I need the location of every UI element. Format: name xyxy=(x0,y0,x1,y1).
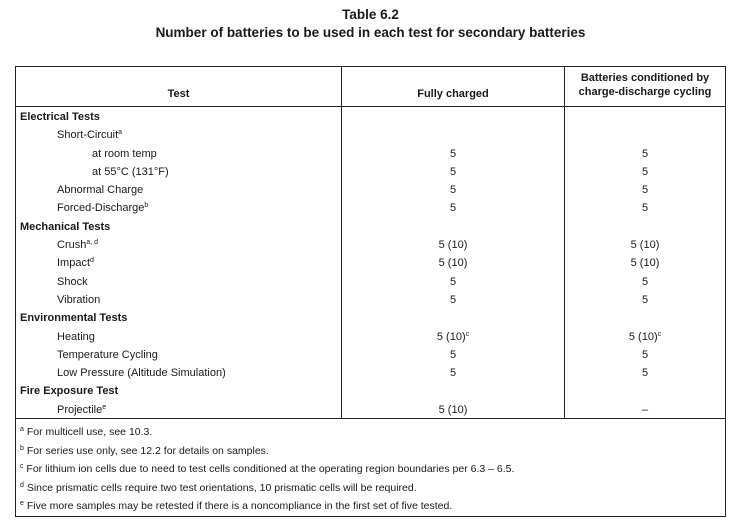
fully-charged-count xyxy=(342,254,564,272)
footnote-ref: e xyxy=(102,403,107,411)
header-conditioned xyxy=(565,71,725,99)
footnote-mark: d xyxy=(20,481,24,489)
footnote xyxy=(20,479,720,498)
battery-test-table xyxy=(15,66,726,517)
test-name-text: Fire Exposure Test xyxy=(20,385,119,398)
table-body xyxy=(16,108,725,419)
conditioned-count xyxy=(565,181,725,199)
test-name-text: Low Pressure (Altitude Simulation) xyxy=(57,367,226,380)
test-name-text: Forced-Discharge xyxy=(57,202,145,215)
fully-charged-count-value: 5 (10) xyxy=(438,239,468,252)
fully-charged-count-value: 5 xyxy=(449,184,457,197)
test-name-text: Short-Circuit xyxy=(57,129,119,142)
footnote-ref: d xyxy=(90,257,94,265)
section-header-row xyxy=(16,309,725,327)
section-header-row xyxy=(16,218,725,236)
header-conditioned-line1: Batteries conditioned by xyxy=(580,72,710,84)
fully-charged-count-value: 5 xyxy=(449,165,457,178)
fully-charged-count xyxy=(342,199,564,217)
test-name xyxy=(20,382,118,400)
table-row xyxy=(16,273,725,291)
conditioned-count-value: 5 xyxy=(641,165,649,178)
conditioned-count-value: 5 xyxy=(641,293,649,306)
footnote xyxy=(20,497,720,516)
fully-charged-count xyxy=(342,364,564,382)
test-name xyxy=(92,163,169,181)
fully-charged-count-value: 5 xyxy=(449,202,457,215)
header-conditioned-line2: charge-discharge cycling xyxy=(578,86,712,98)
fully-charged-count xyxy=(342,181,564,199)
conditioned-count xyxy=(565,273,725,291)
fully-charged-count-value: 5 xyxy=(449,367,457,380)
table-row xyxy=(16,145,725,163)
conditioned-count-value: 5 xyxy=(641,147,649,160)
test-name xyxy=(57,291,100,309)
test-name xyxy=(57,401,106,419)
footnote-mark: a xyxy=(20,426,24,433)
conditioned-count xyxy=(565,364,725,382)
table-row xyxy=(16,401,725,419)
test-name xyxy=(57,181,143,199)
conditioned-count xyxy=(565,291,725,309)
table-row xyxy=(16,364,725,382)
footnote-divider xyxy=(16,418,725,419)
section-header-row xyxy=(16,108,725,126)
footnote-ref: a, d xyxy=(86,239,99,247)
conditioned-count-value: 5 xyxy=(641,202,649,215)
test-name-text: at 55°C (131°F) xyxy=(92,165,169,178)
test-name-text: Abnormal Charge xyxy=(57,184,144,197)
conditioned-count-value: 5 xyxy=(641,184,649,197)
footnotes xyxy=(20,423,720,516)
table-row xyxy=(16,291,725,309)
test-name-text: Heating xyxy=(57,330,95,343)
conditioned-count xyxy=(565,236,725,254)
conditioned-count-value: 5 xyxy=(641,275,649,288)
test-name-text: Projectile xyxy=(57,403,103,416)
table-row xyxy=(16,199,725,217)
fully-charged-count-value: 5 xyxy=(449,293,457,306)
test-name-text: at room temp xyxy=(92,147,157,160)
test-name xyxy=(57,199,148,217)
conditioned-count-value: – xyxy=(641,403,649,416)
footnote xyxy=(20,442,720,461)
footnote-ref: a xyxy=(118,129,123,137)
test-name xyxy=(57,236,98,254)
table-title: Number of batteries to be used in each test for secondary batteries xyxy=(155,25,586,40)
test-name-text: Electrical Tests xyxy=(20,111,100,123)
fully-charged-count-value: 5 (10) xyxy=(436,330,466,343)
test-name xyxy=(57,346,158,364)
test-name xyxy=(57,328,95,346)
table-row xyxy=(16,181,725,199)
footnote-text: For series use only, see 12.2 for details on samples. xyxy=(23,444,269,457)
test-name xyxy=(57,273,88,291)
test-name-text: Environmental Tests xyxy=(20,312,128,325)
test-name xyxy=(57,126,122,144)
table-header-row xyxy=(16,67,725,107)
conditioned-count-value: 5 xyxy=(641,348,649,361)
footnote-ref: c xyxy=(465,330,470,338)
fully-charged-count-value: 5 xyxy=(449,275,457,288)
table-row xyxy=(16,346,725,364)
test-name xyxy=(92,145,157,163)
footnote-text: Five more samples may be retested if there is a noncompliance in the first set of five tested. xyxy=(23,500,453,512)
test-name-text: Shock xyxy=(57,275,88,288)
section-header-row xyxy=(16,382,725,400)
fully-charged-count-value: 5 (10) xyxy=(438,403,468,416)
conditioned-count xyxy=(565,401,725,419)
table-row xyxy=(16,126,725,144)
fully-charged-count xyxy=(342,273,564,291)
test-name xyxy=(57,364,226,382)
footnote xyxy=(20,423,720,442)
conditioned-count xyxy=(565,145,725,163)
fully-charged-count xyxy=(342,401,564,419)
test-name xyxy=(57,254,94,272)
footnote-text: Since prismatic cells require two test orientations, 10 prismatic cells will be required. xyxy=(23,481,417,494)
table-row xyxy=(16,254,725,272)
footnote-mark: e xyxy=(20,500,24,507)
footnote-mark: c xyxy=(20,463,24,470)
fully-charged-count xyxy=(342,145,564,163)
conditioned-count-value: 5 (10) xyxy=(630,257,660,270)
conditioned-count-value: 5 (10) xyxy=(628,330,658,343)
fully-charged-count xyxy=(342,163,564,181)
fully-charged-count-value: 5 (10) xyxy=(438,257,468,270)
test-name xyxy=(20,218,110,236)
header-fully-charged: Fully charged xyxy=(417,88,489,100)
footnote xyxy=(20,460,720,479)
conditioned-count xyxy=(565,254,725,272)
conditioned-count xyxy=(565,346,725,364)
test-name-text: Vibration xyxy=(57,293,101,306)
footnote-text: For lithium ion cells due to need to test cells conditioned at the operating region boundaries per 6.3 – 6.5. xyxy=(23,463,515,475)
table-number: Table 6.2 xyxy=(342,7,399,22)
footnote-mark: b xyxy=(20,444,24,452)
conditioned-count-value: 5 xyxy=(641,367,649,380)
fully-charged-count xyxy=(342,291,564,309)
conditioned-count xyxy=(565,328,725,346)
test-name-text: Crush xyxy=(57,239,87,252)
header-test: Test xyxy=(167,88,190,100)
fully-charged-count xyxy=(342,236,564,254)
test-name xyxy=(20,108,100,126)
test-name-text: Mechanical Tests xyxy=(20,220,111,233)
table-row xyxy=(16,163,725,181)
fully-charged-count-value: 5 xyxy=(449,348,457,361)
conditioned-count-value: 5 (10) xyxy=(630,239,660,252)
table-row xyxy=(16,236,725,254)
fully-charged-count-value: 5 xyxy=(449,147,457,160)
footnote-ref: c xyxy=(657,330,662,338)
test-name-text: Impact xyxy=(57,257,91,270)
conditioned-count xyxy=(565,199,725,217)
fully-charged-count xyxy=(342,328,564,346)
conditioned-count xyxy=(565,163,725,181)
test-name xyxy=(20,309,127,327)
fully-charged-count xyxy=(342,346,564,364)
table-row xyxy=(16,328,725,346)
footnote-ref: b xyxy=(144,202,149,210)
test-name-text: Temperature Cycling xyxy=(57,348,158,361)
footnote-text: For multicell use, see 10.3. xyxy=(23,426,153,438)
